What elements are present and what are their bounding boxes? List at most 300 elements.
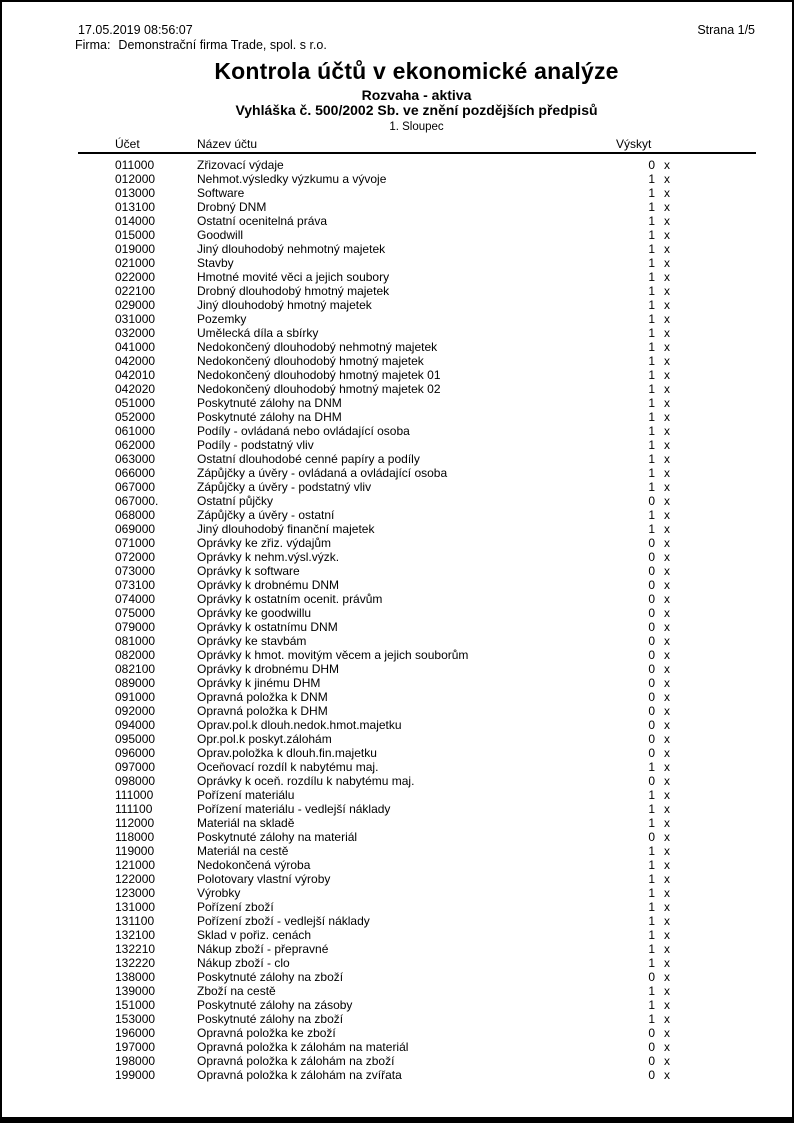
occurrence-suffix: x (664, 886, 670, 900)
occurrence-suffix: x (664, 508, 670, 522)
occurrence-suffix: x (664, 1054, 670, 1068)
account-name: Ostatní dlouhodobé cenné papíry a podíly (197, 452, 420, 466)
occurrence-count: 1 (648, 480, 655, 494)
account-name: Jiný dlouhodobý hmotný majetek (197, 298, 372, 312)
account-name: Oceňovací rozdíl k nabytému maj. (197, 760, 379, 774)
occurrence-count: 0 (648, 830, 655, 844)
occurrence-count: 1 (648, 172, 655, 186)
occurrence-count: 0 (648, 1068, 655, 1082)
occurrence-count: 0 (648, 718, 655, 732)
occurrence-count: 1 (648, 270, 655, 284)
account-name: Pořízení materiálu (197, 788, 295, 802)
occurrence-count: 1 (648, 382, 655, 396)
occurrence-count: 1 (648, 466, 655, 480)
occurrence-suffix: x (664, 816, 670, 830)
account-number: 013000 (115, 186, 156, 200)
occurrence-suffix: x (664, 424, 670, 438)
table-row (78, 382, 755, 396)
account-name: Materiál na cestě (197, 844, 289, 858)
table-row (78, 214, 755, 228)
occurrence-count: 1 (648, 900, 655, 914)
table-row (78, 1026, 755, 1040)
occurrence-count: 1 (648, 326, 655, 340)
account-number: 073000 (115, 564, 156, 578)
page-number: Strana 1/5 (697, 23, 755, 37)
table-row (78, 410, 755, 424)
account-name: Opravná položka k zálohám na zvířata (197, 1068, 402, 1082)
account-name: Nedokončený dlouhodobý hmotný majetek (197, 354, 424, 368)
table-row (78, 956, 755, 970)
occurrence-count: 0 (648, 690, 655, 704)
occurrence-suffix: x (664, 592, 670, 606)
account-number: 132100 (115, 928, 156, 942)
table-row (78, 634, 755, 648)
occurrence-suffix: x (664, 354, 670, 368)
occurrence-count: 0 (648, 648, 655, 662)
occurrence-count: 0 (648, 564, 655, 578)
occurrence-count: 1 (648, 844, 655, 858)
occurrence-count: 0 (648, 158, 655, 172)
account-name: Poskytnuté zálohy na zboží (197, 970, 344, 984)
occurrence-suffix: x (664, 956, 670, 970)
occurrence-suffix: x (664, 760, 670, 774)
account-number: 123000 (115, 886, 156, 900)
occurrence-count: 0 (648, 662, 655, 676)
account-name: Nedokončený dlouhodobý nehmotný majetek (197, 340, 438, 354)
account-number: 112000 (115, 816, 155, 830)
occurrence-count: 1 (648, 256, 655, 270)
account-name: Oprávky k ostatnímu DNM (197, 620, 338, 634)
account-name: Oprávky k software (197, 564, 300, 578)
table-row (78, 536, 755, 550)
table-row (78, 620, 755, 634)
account-name: Poskytnuté zálohy na zboží (197, 1012, 344, 1026)
occurrence-count: 1 (648, 508, 655, 522)
table-row (78, 396, 755, 410)
occurrence-count: 1 (648, 312, 655, 326)
account-number: 061000 (115, 424, 156, 438)
table-row (78, 354, 755, 368)
table-row (78, 186, 755, 200)
occurrence-count: 1 (648, 354, 655, 368)
account-name: Opravná položka k zálohám na zboží (197, 1054, 395, 1068)
account-number: 081000 (115, 634, 156, 648)
account-number: 153000 (115, 1012, 156, 1026)
table-row (78, 914, 755, 928)
occurrence-suffix: x (664, 984, 670, 998)
occurrence-suffix: x (664, 172, 670, 186)
occurrence-count: 0 (648, 704, 655, 718)
occurrence-suffix: x (664, 200, 670, 214)
occurrence-count: 1 (648, 788, 655, 802)
occurrence-suffix: x (664, 774, 670, 788)
table-row (78, 900, 755, 914)
occurrence-suffix: x (664, 326, 670, 340)
occurrence-suffix: x (664, 158, 670, 172)
firm-label: Firma: (75, 38, 111, 52)
account-name: Zboží na cestě (197, 984, 276, 998)
occurrence-count: 1 (648, 298, 655, 312)
account-name: Opravná položka ke zboží (197, 1026, 336, 1040)
occurrence-suffix: x (664, 676, 670, 690)
report-subtitle-decree: Vyhláška č. 500/2002 Sb. ve znění pozdějších předpisů (235, 102, 598, 118)
table-row (78, 578, 755, 592)
account-number: 069000 (115, 522, 156, 536)
occurrence-count: 1 (648, 438, 655, 452)
occurrence-count: 1 (648, 522, 655, 536)
account-name: Oprávky k hmot. movitým věcem a jejich souborům (197, 648, 469, 662)
occurrence-count: 0 (648, 732, 655, 746)
table-row (78, 494, 755, 508)
account-name: Nedokončený dlouhodobý hmotný majetek 02 (197, 382, 441, 396)
account-name: Podíly - ovládaná nebo ovládající osoba (197, 424, 410, 438)
account-number: 079000 (115, 620, 156, 634)
account-number: 042010 (115, 368, 156, 382)
occurrence-count: 1 (648, 214, 655, 228)
account-number: 013100 (115, 200, 156, 214)
account-number: 199000 (115, 1068, 156, 1082)
table-row (78, 942, 755, 956)
occurrence-suffix: x (664, 928, 670, 942)
account-name: Opravná položka k zálohám na materiál (197, 1040, 409, 1054)
occurrence-suffix: x (664, 704, 670, 718)
table-row (78, 816, 755, 830)
account-name: Umělecká díla a sbírky (197, 326, 319, 340)
occurrence-suffix: x (664, 242, 670, 256)
account-name: Oprav.pol.k dlouh.nedok.hmot.majetku (197, 718, 402, 732)
account-number: 019000 (115, 242, 156, 256)
occurrence-count: 1 (648, 242, 655, 256)
table-row (78, 1040, 755, 1054)
account-name: Oprávky k nehm.výsl.výzk. (197, 550, 340, 564)
occurrence-suffix: x (664, 1012, 670, 1026)
table-row (78, 284, 755, 298)
occurrence-count: 1 (648, 186, 655, 200)
account-number: 118000 (115, 830, 155, 844)
account-number: 122000 (115, 872, 156, 886)
occurrence-suffix: x (664, 228, 670, 242)
account-name: Nehmot.výsledky výzkumu a vývoje (197, 172, 387, 186)
account-name: Zápůjčky a úvěry - ostatní (197, 508, 335, 522)
table-row (78, 326, 755, 340)
occurrence-suffix: x (664, 942, 670, 956)
table-row (78, 200, 755, 214)
occurrence-suffix: x (664, 606, 670, 620)
occurrence-count: 1 (648, 928, 655, 942)
occurrence-suffix: x (664, 186, 670, 200)
occurrence-suffix: x (664, 690, 670, 704)
account-name: Pořízení materiálu - vedlejší náklady (197, 802, 391, 816)
occurrence-count: 1 (648, 942, 655, 956)
occurrence-suffix: x (664, 550, 670, 564)
account-number: 082000 (115, 648, 156, 662)
table-row (78, 438, 755, 452)
firm-line (75, 38, 327, 52)
occurrence-suffix: x (664, 1026, 670, 1040)
occurrence-count: 0 (648, 620, 655, 634)
account-number: 131000 (115, 900, 156, 914)
occurrence-suffix: x (664, 858, 670, 872)
occurrence-suffix: x (664, 494, 670, 508)
occurrence-count: 1 (648, 424, 655, 438)
table-row (78, 1068, 755, 1082)
occurrence-suffix: x (664, 214, 670, 228)
table-row (78, 662, 755, 676)
account-number: 041000 (115, 340, 156, 354)
table-row (78, 522, 755, 536)
table-row (78, 760, 755, 774)
table-header-rule (78, 152, 756, 154)
account-number: 139000 (115, 984, 156, 998)
occurrence-count: 1 (648, 886, 655, 900)
table-row (78, 998, 755, 1012)
occurrence-suffix: x (664, 578, 670, 592)
account-number: 066000 (115, 466, 156, 480)
account-name: Jiný dlouhodobý nehmotný majetek (197, 242, 386, 256)
occurrence-count: 0 (648, 676, 655, 690)
account-number: 062000 (115, 438, 156, 452)
account-number: 015000 (115, 228, 156, 242)
account-number: 098000 (115, 774, 156, 788)
occurrence-count: 1 (648, 914, 655, 928)
occurrence-count: 0 (648, 606, 655, 620)
occurrence-suffix: x (664, 438, 670, 452)
occurrence-suffix: x (664, 620, 670, 634)
table-row (78, 606, 755, 620)
occurrence-suffix: x (664, 844, 670, 858)
account-name: Sklad v pořiz. cenách (197, 928, 312, 942)
column-header-account: Účet (115, 137, 140, 151)
account-name: Poskytnuté zálohy na materiál (197, 830, 358, 844)
account-number: 151000 (115, 998, 156, 1012)
account-name: Stavby (197, 256, 234, 270)
account-number: 021000 (115, 256, 156, 270)
account-number: 071000 (115, 536, 156, 550)
account-name: Poskytnuté zálohy na DHM (197, 410, 342, 424)
table-row (78, 690, 755, 704)
account-name: Drobný dlouhodobý hmotný majetek (197, 284, 390, 298)
account-number: 121000 (115, 858, 156, 872)
account-name: Nákup zboží - clo (197, 956, 290, 970)
occurrence-suffix: x (664, 564, 670, 578)
account-number: 119000 (115, 844, 155, 858)
occurrence-count: 1 (648, 452, 655, 466)
occurrence-suffix: x (664, 872, 670, 886)
account-name: Ostatní ocenitelná práva (197, 214, 328, 228)
table-row (78, 802, 755, 816)
account-name: Oprav.položka k dlouh.fin.majetku (197, 746, 377, 760)
account-number: 011000 (115, 158, 155, 172)
table-row (78, 368, 755, 382)
table-row (78, 746, 755, 760)
table-row (78, 970, 755, 984)
account-name: Polotovary vlastní výroby (197, 872, 331, 886)
account-name: Poskytnuté zálohy na DNM (197, 396, 342, 410)
occurrence-suffix: x (664, 732, 670, 746)
report-title: Kontrola účtů v ekonomické analýze (214, 58, 619, 84)
occurrence-suffix: x (664, 522, 670, 536)
account-number: 111000 (115, 788, 154, 802)
table-row (78, 298, 755, 312)
account-name: Nedokončený dlouhodobý hmotný majetek 01 (197, 368, 441, 382)
occurrence-count: 0 (648, 550, 655, 564)
table-row (78, 732, 755, 746)
table-row (78, 466, 755, 480)
occurrence-suffix: x (664, 1068, 670, 1082)
account-name: Zápůjčky a úvěry - ovládaná a ovládající osoba (197, 466, 448, 480)
account-number: 052000 (115, 410, 156, 424)
account-number: 042020 (115, 382, 156, 396)
account-name: Oprávky k ostatním ocenit. právům (197, 592, 383, 606)
account-name: Goodwill (197, 228, 244, 242)
occurrence-suffix: x (664, 1040, 670, 1054)
account-name: Pořízení zboží (197, 900, 274, 914)
account-name: Výrobky (197, 886, 241, 900)
account-name: Opravná položka k DNM (197, 690, 328, 704)
occurrence-count: 0 (648, 1040, 655, 1054)
account-name: Zřizovací výdaje (197, 158, 284, 172)
account-name: Software (197, 186, 245, 200)
account-name: Nákup zboží - přepravné (197, 942, 329, 956)
occurrence-count: 1 (648, 956, 655, 970)
account-name: Materiál na skladě (197, 816, 295, 830)
occurrence-suffix: x (664, 480, 670, 494)
occurrence-suffix: x (664, 662, 670, 676)
occurrence-count: 0 (648, 1026, 655, 1040)
account-name: Oprávky ke goodwillu (197, 606, 312, 620)
table-row (78, 592, 755, 606)
occurrence-suffix: x (664, 382, 670, 396)
table-row (78, 1012, 755, 1026)
firm-name: Demonstrační firma Trade, spol. s r.o. (118, 38, 327, 52)
table-row (78, 242, 755, 256)
table-row (78, 788, 755, 802)
account-number: 094000 (115, 718, 156, 732)
table-row (78, 928, 755, 942)
account-number: 042000 (115, 354, 156, 368)
occurrence-suffix: x (664, 452, 670, 466)
table-header-row (78, 137, 755, 151)
account-number: 014000 (115, 214, 156, 228)
account-number: 063000 (115, 452, 156, 466)
account-number: 029000 (115, 298, 156, 312)
account-number: 067000 (115, 480, 156, 494)
table-row (78, 158, 755, 172)
occurrence-suffix: x (664, 746, 670, 760)
occurrence-count: 1 (648, 200, 655, 214)
occurrence-suffix: x (664, 998, 670, 1012)
table-row (78, 774, 755, 788)
table-row (78, 648, 755, 662)
occurrence-count: 1 (648, 396, 655, 410)
occurrence-count: 0 (648, 536, 655, 550)
table-row (78, 676, 755, 690)
occurrence-count: 1 (648, 802, 655, 816)
account-number: 074000 (115, 592, 156, 606)
occurrence-count: 1 (648, 340, 655, 354)
account-number: 067000. (115, 494, 159, 508)
occurrence-suffix: x (664, 396, 670, 410)
occurrence-suffix: x (664, 914, 670, 928)
table-row (78, 872, 755, 886)
occurrence-suffix: x (664, 788, 670, 802)
account-number: 089000 (115, 676, 156, 690)
occurrence-suffix: x (664, 270, 670, 284)
occurrence-count: 0 (648, 578, 655, 592)
account-number: 198000 (115, 1054, 156, 1068)
table-row (78, 984, 755, 998)
account-name: Oprávky k drobnému DHM (197, 662, 340, 676)
occurrence-count: 1 (648, 984, 655, 998)
table-row (78, 886, 755, 900)
occurrence-suffix: x (664, 718, 670, 732)
table-row (78, 830, 755, 844)
table-row (78, 172, 755, 186)
table-row (78, 256, 755, 270)
account-name: Opravná položka k DHM (197, 704, 328, 718)
account-name: Hmotné movité věci a jejich soubory (197, 270, 390, 284)
occurrence-count: 1 (648, 368, 655, 382)
occurrence-count: 0 (648, 746, 655, 760)
table-row (78, 340, 755, 354)
table-row (78, 1054, 755, 1068)
account-name: Jiný dlouhodobý finanční majetek (197, 522, 375, 536)
account-number: 131100 (115, 914, 155, 928)
account-number: 075000 (115, 606, 156, 620)
account-number: 032000 (115, 326, 156, 340)
account-number: 073100 (115, 578, 156, 592)
occurrence-count: 1 (648, 816, 655, 830)
occurrence-suffix: x (664, 970, 670, 984)
occurrence-suffix: x (664, 312, 670, 326)
account-table-body (78, 158, 755, 1082)
table-row (78, 550, 755, 564)
account-name: Opr.pol.k poskyt.zálohám (197, 732, 332, 746)
account-number: 012000 (115, 172, 156, 186)
account-number: 082100 (115, 662, 156, 676)
occurrence-suffix: x (664, 298, 670, 312)
account-number: 096000 (115, 746, 156, 760)
table-row (78, 844, 755, 858)
occurrence-suffix: x (664, 256, 670, 270)
table-row (78, 424, 755, 438)
occurrence-suffix: x (664, 536, 670, 550)
account-name: Pořízení zboží - vedlejší náklady (197, 914, 370, 928)
account-number: 051000 (115, 396, 156, 410)
table-row (78, 858, 755, 872)
table-row (78, 718, 755, 732)
account-name: Oprávky k oceň. rozdílu k nabytému maj. (197, 774, 415, 788)
account-number: 111100 (115, 802, 153, 816)
account-name: Nedokončená výroba (197, 858, 311, 872)
column-header-occurrence: Výskyt (616, 137, 652, 151)
occurrence-count: 0 (648, 592, 655, 606)
account-number: 022000 (115, 270, 156, 284)
occurrence-count: 0 (648, 1054, 655, 1068)
occurrence-count: 1 (648, 228, 655, 242)
account-number: 132220 (115, 956, 156, 970)
account-name: Pozemky (197, 312, 247, 326)
table-row (78, 452, 755, 466)
table-row (78, 704, 755, 718)
account-name: Zápůjčky a úvěry - podstatný vliv (197, 480, 372, 494)
account-number: 031000 (115, 312, 156, 326)
occurrence-count: 1 (648, 998, 655, 1012)
report-datetime: 17.05.2019 08:56:07 (78, 23, 193, 37)
account-name: Oprávky k drobnému DNM (197, 578, 340, 592)
account-name: Drobný DNM (197, 200, 267, 214)
occurrence-suffix: x (664, 648, 670, 662)
